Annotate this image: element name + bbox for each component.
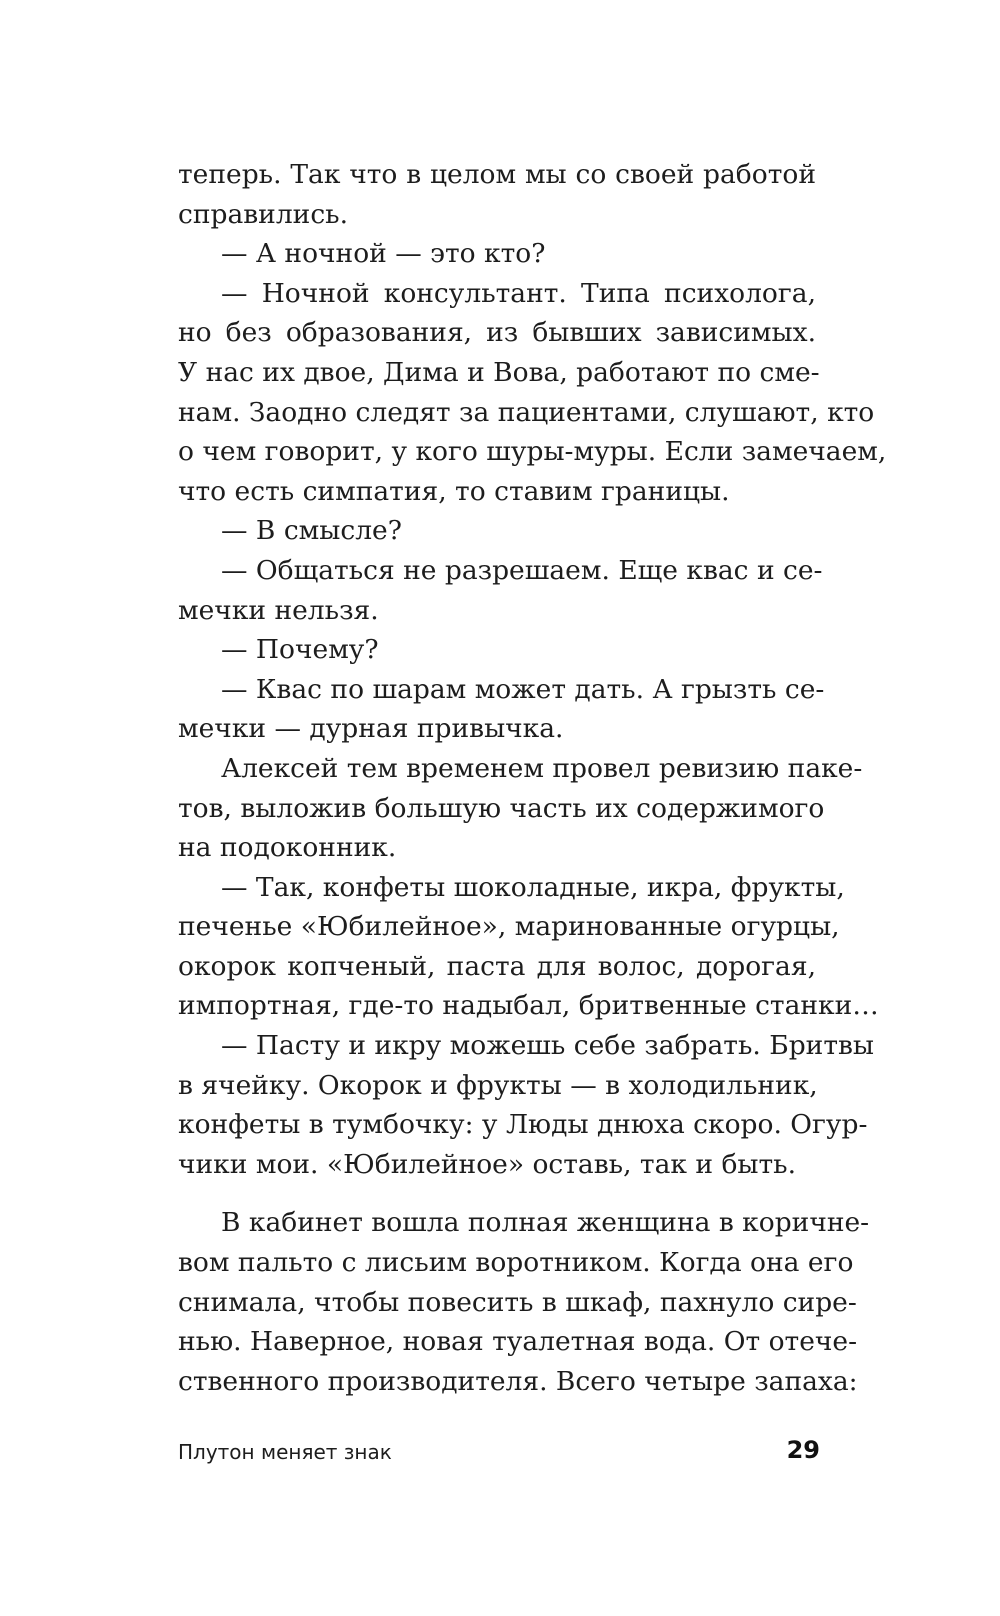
page-body-text: [178, 155, 887, 1401]
text-line: — Так, конфеты шоколадные, икра, фрукты,: [221, 871, 845, 903]
text-line: — Общаться не разрешаем. Еще квас и се-: [221, 554, 823, 586]
text-line: мечки — дурная привычка.: [178, 713, 564, 745]
text-line: — Почему?: [221, 634, 379, 666]
text-line: в ячейку. Окорок и фрукты — в холодильник,: [178, 1069, 818, 1101]
text-line: ственного производителя. Всего четыре запаха:: [178, 1365, 858, 1397]
text-line: — Квас по шарам может дать. А грызть се-: [221, 673, 825, 705]
text-line: окорок копченый, паста для волос, дорогая,: [178, 950, 816, 982]
text-line: — Пасту и икру можешь себе забрать. Бритвы: [221, 1030, 875, 1062]
text-line: о чем говорит, у кого шуры-муры. Если замечаем,: [178, 436, 887, 468]
text-line: — А ночной — это кто?: [221, 238, 546, 270]
text-line: но без образования, из бывших зависимых.: [178, 317, 816, 349]
text-line: тов, выложив большую часть их содержимого: [178, 792, 825, 824]
text-line: чики мои. «Юбилейное» оставь, так и быть.: [178, 1148, 797, 1180]
text-line: справились.: [178, 198, 349, 230]
text-line: на подоконник.: [178, 832, 397, 864]
text-line: что есть симпатия, то ставим границы.: [178, 475, 730, 507]
text-line: конфеты в тумбочку: у Люды днюха скоро. Огур-: [178, 1109, 868, 1141]
text-line: импортная, где-то надыбал, бритвенные станки…: [178, 990, 879, 1022]
text-line: Алексей тем временем провел ревизию паке-: [221, 752, 863, 784]
text-line: нью. Наверное, новая туалетная вода. От отече-: [178, 1326, 858, 1358]
text-line: — Ночной консультант. Типа психолога,: [221, 277, 816, 309]
running-footer-title: Плутон меняет знак: [178, 1440, 392, 1464]
text-line: печенье «Юбилейное», маринованные огурцы,: [178, 911, 840, 943]
text-line: вом пальто с лисьим воротником. Когда она его: [178, 1247, 854, 1279]
paragraph-gap: [178, 1184, 816, 1203]
text-line: — В смысле?: [221, 515, 402, 547]
text-line: теперь. Так что в целом мы со своей работой: [178, 159, 816, 190]
text-line: мечки нельзя.: [178, 594, 379, 626]
text-line: У нас их двое, Дима и Вова, работают по сме-: [178, 356, 820, 388]
page-number: 29: [786, 1436, 820, 1464]
text-line: В кабинет вошла полная женщина в коричне-: [221, 1207, 870, 1239]
text-line: снимала, чтобы повесить в шкаф, пахнуло сире-: [178, 1286, 857, 1318]
text-line: нам. Заодно следят за пациентами, слушают, кто: [178, 396, 875, 428]
